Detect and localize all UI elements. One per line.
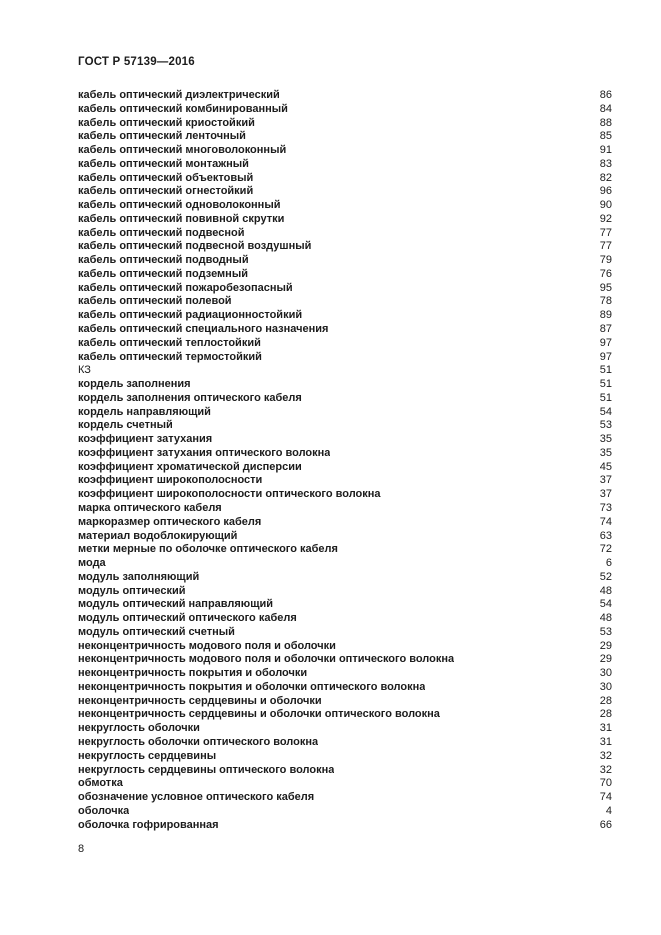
index-page-number: 54	[599, 405, 612, 418]
index-term-label: кабель оптический монтажный	[78, 157, 249, 170]
index-term-label: модуль заполняющий	[78, 570, 200, 583]
index-term-label: неконцентричность сердцевины и оболочки	[78, 694, 322, 707]
index-term-label: кабель оптический подвесной воздушный	[78, 240, 312, 253]
index-page-number: 77	[599, 226, 612, 239]
index-entry-row	[78, 626, 612, 640]
index-entry-row	[78, 805, 612, 819]
index-page-number: 48	[599, 584, 612, 597]
index-term-label: неконцентричность сердцевины и оболочки оптического волокна	[78, 708, 440, 721]
index-entry-row	[78, 681, 612, 695]
index-term-label: модуль оптический	[78, 584, 186, 597]
index-entry-row	[78, 158, 612, 172]
index-entry-row	[78, 172, 612, 186]
index-page-number: 29	[599, 653, 612, 666]
index-term-label: обозначение условное оптического кабеля	[78, 791, 315, 804]
index-entry-row	[78, 722, 612, 736]
index-page-number: 31	[599, 735, 612, 748]
index-entry-row	[78, 502, 612, 516]
index-entry-row	[78, 543, 612, 557]
index-entry-row	[78, 103, 612, 117]
index-term-label: модуль оптический оптического кабеля	[78, 612, 297, 625]
index-term-label: кордель направляющий	[78, 405, 211, 418]
index-term-label: кабель оптический радиационностойкий	[78, 309, 303, 322]
index-page-number: 51	[599, 364, 612, 377]
footer-page-number: 8	[78, 843, 85, 855]
index-entry-row	[78, 695, 612, 709]
index-entry-row	[78, 598, 612, 612]
index-term-label: неконцентричность модового поля и оболочки оптического волокна	[78, 653, 455, 666]
index-term-label: некруглость сердцевины	[78, 749, 217, 762]
index-page-number: 92	[599, 212, 612, 225]
index-term-label: коэффициент хроматической дисперсии	[78, 460, 302, 473]
index-entry-row	[78, 240, 612, 254]
index-entry-row	[78, 227, 612, 241]
index-entry-row	[78, 516, 612, 530]
index-term-label: неконцентричность покрытия и оболочки	[78, 667, 308, 680]
index-term-label: кабель оптический комбинированный	[78, 102, 288, 115]
index-page-number: 97	[599, 350, 612, 363]
index-page-number: 30	[599, 680, 612, 693]
index-page-number: 63	[599, 529, 612, 542]
index-term-label: метки мерные по оболочке оптического кабеля	[78, 543, 338, 556]
index-term-label: оболочка	[78, 804, 130, 817]
index-term-label: кабель оптический объектовый	[78, 171, 254, 184]
index-entry-row	[78, 653, 612, 667]
index-page-number: 28	[599, 694, 612, 707]
index-entry-row	[78, 474, 612, 488]
index-page-number: 97	[599, 336, 612, 349]
index-page-number: 73	[599, 501, 612, 514]
index-entry-row	[78, 667, 612, 681]
index-entry-row	[78, 89, 612, 103]
index-term-label: модуль оптический счетный	[78, 625, 235, 638]
index-entry-row	[78, 392, 612, 406]
index-entry-row	[78, 199, 612, 213]
index-term-label: кабель оптический ленточный	[78, 130, 246, 143]
index-page-number: 77	[599, 240, 612, 253]
index-entry-row	[78, 764, 612, 778]
index-term-label: кабель оптический повивной скрутки	[78, 212, 285, 225]
index-page-number: 29	[599, 639, 612, 652]
index-entry-row	[78, 213, 612, 227]
index-term-label: кабель оптический термостойкий	[78, 350, 262, 363]
index-page-number: 70	[599, 777, 612, 790]
index-page-number: 86	[599, 89, 612, 101]
index-term-label: мода	[78, 557, 106, 570]
index-page-number: 79	[599, 254, 612, 267]
index-page-number: 78	[599, 295, 612, 308]
index-page-number: 83	[599, 157, 612, 170]
index-entry-row	[78, 791, 612, 805]
index-entry-row	[78, 185, 612, 199]
index-term-label: кабель оптический диэлектрический	[78, 89, 280, 101]
index-term-label: кабель оптический подводный	[78, 254, 249, 267]
index-term-label: модуль оптический направляющий	[78, 598, 274, 611]
index-entry-row	[78, 254, 612, 268]
index-term-label: кордель счетный	[78, 419, 173, 432]
index-term-label: марка оптического кабеля	[78, 501, 222, 514]
index-term-label: оболочка гофрированная	[78, 818, 219, 831]
index-entry-row	[78, 309, 612, 323]
index-entry-row	[78, 708, 612, 722]
index-term-label: КЗ	[78, 364, 91, 377]
index-page-number: 28	[599, 708, 612, 721]
index-page-number: 76	[599, 267, 612, 280]
index-page-number: 72	[599, 543, 612, 556]
index-page-number: 84	[599, 102, 612, 115]
index-page-number: 6	[605, 557, 612, 570]
index-page-number: 35	[599, 433, 612, 446]
index-page-number: 51	[599, 378, 612, 391]
index-entry-row	[78, 419, 612, 433]
index-entry-row	[78, 819, 612, 833]
index-term-label: кабель оптический криостойкий	[78, 116, 255, 129]
index-page-number: 54	[599, 598, 612, 611]
index-term-label: коэффициент затухания оптического волокна	[78, 446, 331, 459]
index-term-label: коэффициент широкополосности	[78, 474, 263, 487]
index-term-label: маркоразмер оптического кабеля	[78, 515, 262, 528]
index-term-label: кабель оптический одноволоконный	[78, 199, 281, 212]
index-term-label: кабель оптический теплостойкий	[78, 336, 261, 349]
index-term-label: кабель оптический подземный	[78, 267, 248, 280]
index-term-label: кабель оптический специального назначения	[78, 323, 329, 336]
index-entry-row	[78, 571, 612, 585]
index-entry-row	[78, 736, 612, 750]
index-entry-row	[78, 337, 612, 351]
index-entry-row	[78, 117, 612, 131]
index-entry-row	[78, 750, 612, 764]
index-page-number: 82	[599, 171, 612, 184]
index-term-label: обмотка	[78, 777, 123, 790]
index-term-label: кабель оптический подвесной	[78, 226, 245, 239]
index-term-label: некруглость оболочки	[78, 722, 200, 735]
index-entry-row	[78, 364, 612, 378]
index-page-number: 35	[599, 446, 612, 459]
index-term-label: коэффициент широкополосности оптического волокна	[78, 488, 381, 501]
index-entry-row	[78, 777, 612, 791]
index-term-label: неконцентричность покрытия и оболочки оптического волокна	[78, 680, 426, 693]
index-page-number: 4	[605, 804, 612, 817]
index-entry-row	[78, 447, 612, 461]
index-entry-row	[78, 144, 612, 158]
index-page-number: 45	[599, 460, 612, 473]
index-page-number: 53	[599, 419, 612, 432]
index-page-number: 96	[599, 185, 612, 198]
index-page-number: 31	[599, 722, 612, 735]
document-header-title: ГОСТ Р 57139—2016	[78, 56, 195, 68]
index-page-number: 95	[599, 281, 612, 294]
index-entry-row	[78, 130, 612, 144]
index-term-label: некруглость сердцевины оптического волокна	[78, 763, 335, 776]
index-page-number: 37	[599, 474, 612, 487]
index-entry-row	[78, 557, 612, 571]
index-term-label: кабель оптический полевой	[78, 295, 232, 308]
index-entry-row	[78, 585, 612, 599]
index-page-number: 30	[599, 667, 612, 680]
index-entry-row	[78, 323, 612, 337]
index-page-number: 91	[599, 144, 612, 157]
index-page-number: 32	[599, 763, 612, 776]
index-entry-row	[78, 530, 612, 544]
index-entry-row	[78, 295, 612, 309]
index-entry-row	[78, 378, 612, 392]
index-term-label: некруглость оболочки оптического волокна	[78, 735, 319, 748]
index-term-label: коэффициент затухания	[78, 433, 213, 446]
index-term-label: материал водоблокирующий	[78, 529, 238, 542]
index-page-number: 37	[599, 488, 612, 501]
index-entry-row	[78, 461, 612, 475]
index-page-number: 85	[599, 130, 612, 143]
index-page-number: 51	[599, 391, 612, 404]
index-entry-row	[78, 282, 612, 296]
index-entry-row	[78, 640, 612, 654]
index-page-number: 66	[599, 818, 612, 831]
index-term-label: кабель оптический пожаробезопасный	[78, 281, 293, 294]
index-page-number: 89	[599, 309, 612, 322]
index-term-label: неконцентричность модового поля и оболочки	[78, 639, 336, 652]
index-page-number: 90	[599, 199, 612, 212]
index-entry-row	[78, 612, 612, 626]
index-term-label: кабель оптический многоволоконный	[78, 144, 287, 157]
index-entry-row	[78, 406, 612, 420]
index-list	[78, 89, 612, 832]
index-term-label: кордель заполнения	[78, 378, 191, 391]
index-page-number: 32	[599, 749, 612, 762]
index-entry-row	[78, 351, 612, 365]
index-entry-row	[78, 433, 612, 447]
index-page-number: 87	[599, 323, 612, 336]
index-term-label: кабель оптический огнестойкий	[78, 185, 254, 198]
index-entry-row	[78, 268, 612, 282]
index-entry-row	[78, 488, 612, 502]
index-page-number: 74	[599, 791, 612, 804]
index-page-number: 88	[599, 116, 612, 129]
index-page-number: 48	[599, 612, 612, 625]
index-page-number: 53	[599, 625, 612, 638]
index-page-number: 74	[599, 515, 612, 528]
index-page-number: 52	[599, 570, 612, 583]
index-term-label: кордель заполнения оптического кабеля	[78, 391, 302, 404]
